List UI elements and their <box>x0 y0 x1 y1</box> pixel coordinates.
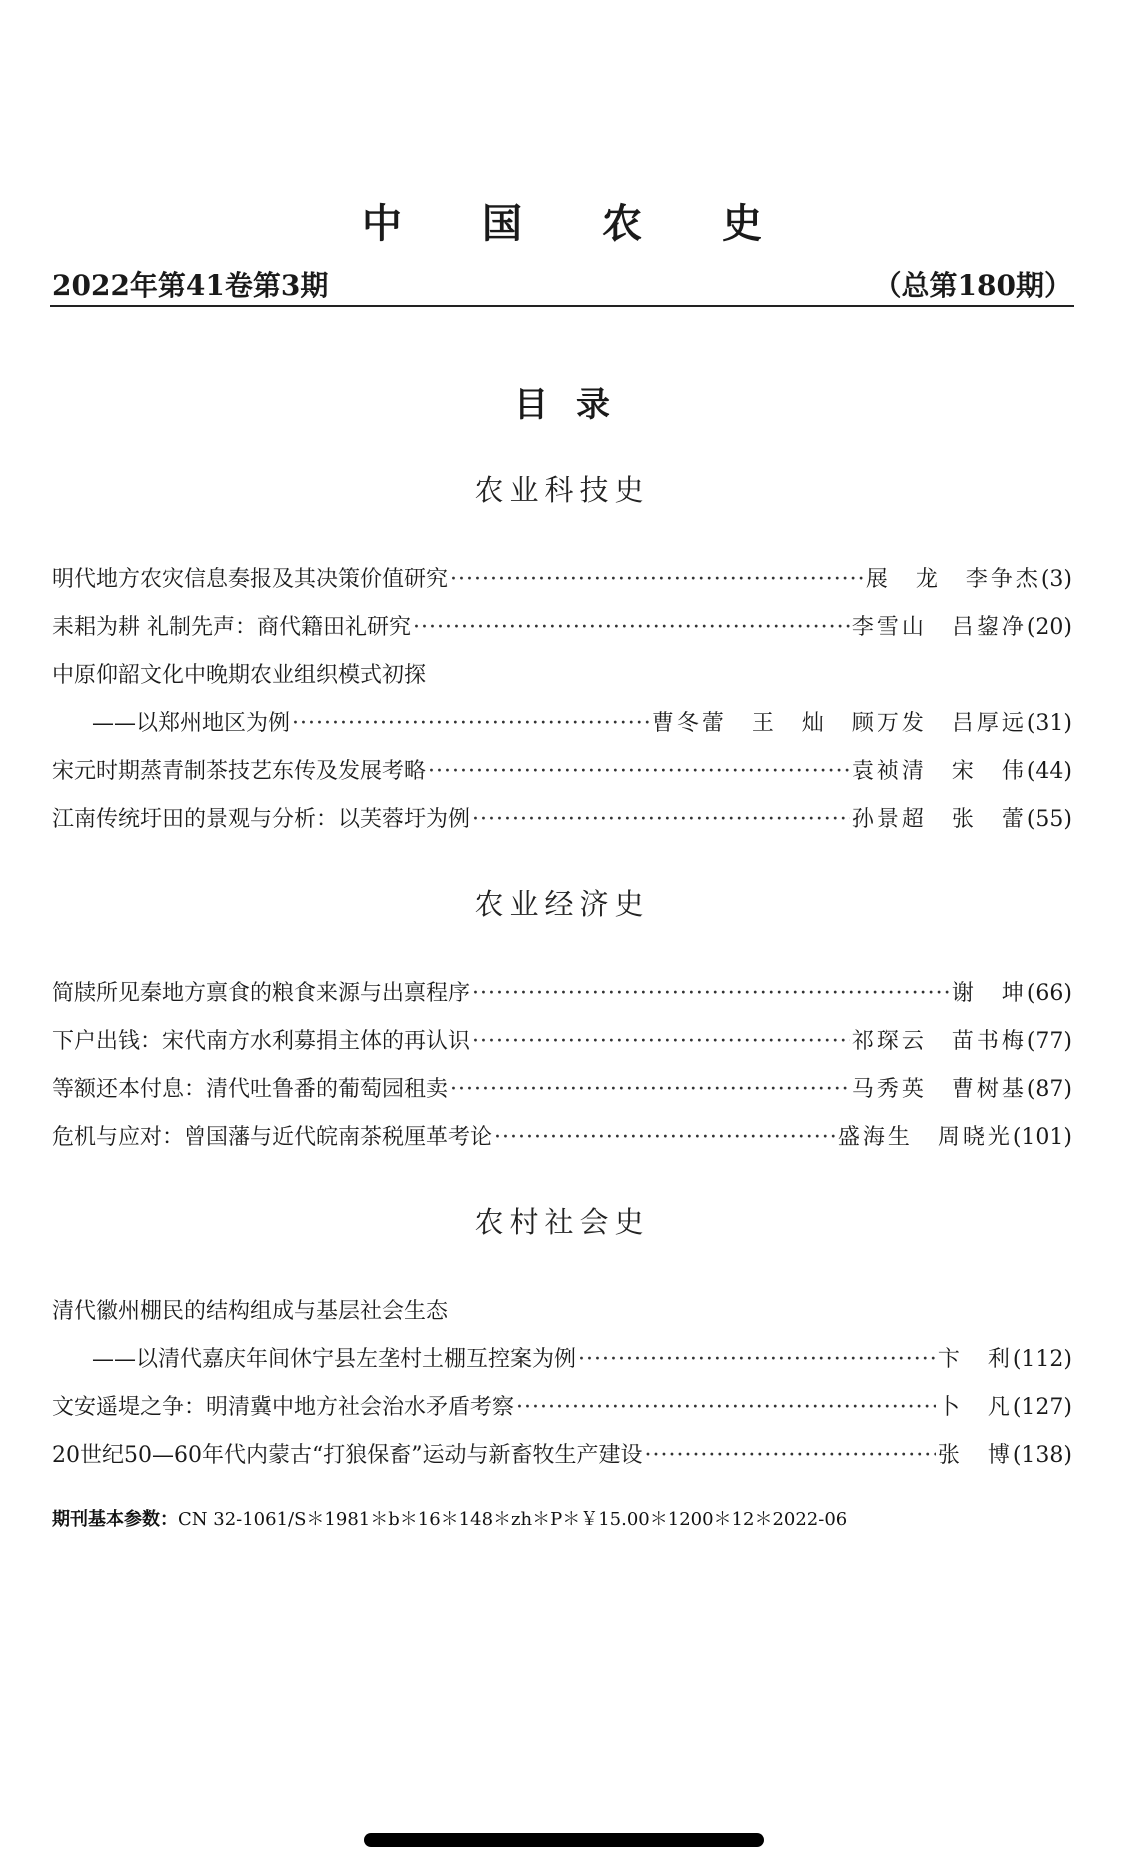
entry-title: 江南传统圩田的景观与分析：以芙蓉圩为例 <box>52 807 471 832</box>
issue-number: 2022年第41卷第3期 <box>52 269 329 302</box>
toc-entry[interactable] <box>52 1390 1072 1426</box>
toc-entry[interactable] <box>92 706 1072 742</box>
entry-authors: 祁琛云 苗书梅 <box>851 1029 1027 1054</box>
toc-entry[interactable] <box>52 802 1072 838</box>
entry-authors: 卞 利 <box>937 1347 1013 1372</box>
toc-entry[interactable] <box>52 1120 1072 1156</box>
entry-page: (127) <box>1012 1395 1072 1420</box>
entry-authors: 展 龙 李争杰 <box>865 567 1041 592</box>
entry-title[interactable]: 中原仰韶文化中晚期农业组织模式初探 <box>52 663 427 688</box>
leader-dots <box>413 615 850 640</box>
entry-title: 宋元时期蒸青制茶技艺东传及发展考略 <box>52 759 427 784</box>
entry-authors: 孙景超 张 蕾 <box>851 807 1027 832</box>
leader-dots <box>428 759 850 784</box>
entry-authors: 袁祯清 宋 伟 <box>851 759 1027 784</box>
leader-dots <box>578 1347 936 1372</box>
entry-title: 下户出钱：宋代南方水利募捐主体的再认识 <box>52 1029 471 1054</box>
issue-line <box>52 262 1072 304</box>
entry-title: 明代地方农灾信息奏报及其决策价值研究 <box>52 567 449 592</box>
entry-page: (55) <box>1026 807 1072 832</box>
leader-dots <box>472 981 950 1006</box>
section-title-rural-society: 农村社会史 <box>474 1205 650 1239</box>
params-value: CN 32-1061/S＊1981＊b＊16＊148＊zh＊P＊￥15.00＊1200＊12＊2022-06 <box>178 1509 848 1530</box>
entry-authors: 谢 坤 <box>951 981 1027 1006</box>
entry-page: (31) <box>1026 711 1072 736</box>
home-indicator[interactable] <box>364 1833 764 1847</box>
entry-title: 简牍所见秦地方禀食的粮食来源与出禀程序 <box>52 981 471 1006</box>
leader-dots <box>494 1125 836 1150</box>
toc-entry[interactable] <box>52 610 1072 646</box>
section-title-agri-tech: 农业科技史 <box>474 473 650 507</box>
toc-entry[interactable] <box>52 1024 1072 1060</box>
entry-authors: 曹冬蕾 王 灿 顾万发 吕厚远 <box>651 711 1027 736</box>
leader-dots <box>450 567 864 592</box>
total-issue-number: （总第180期） <box>873 269 1072 302</box>
entry-authors: 张 博 <box>937 1443 1013 1468</box>
entry-title: 文安遥堤之争：明清冀中地方社会治水矛盾考察 <box>52 1395 515 1420</box>
entry-title: 20世纪50—60年代内蒙古“打狼保畜”运动与新畜牧生产建设 <box>52 1443 643 1468</box>
entry-authors: 卜 凡 <box>937 1395 1013 1420</box>
toc-entry[interactable] <box>52 976 1072 1012</box>
entry-title: 等额还本付息：清代吐鲁番的葡萄园租卖 <box>52 1077 449 1102</box>
entry-title: 危机与应对：曾国藩与近代皖南茶税厘革考论 <box>52 1125 493 1150</box>
leader-dots <box>472 1029 850 1054</box>
entry-authors: 盛海生 周晓光 <box>837 1125 1013 1150</box>
journal-title: 中国农史 <box>362 201 842 247</box>
toc-entry[interactable] <box>52 754 1072 790</box>
entry-page: (138) <box>1012 1443 1072 1468</box>
entry-page: (20) <box>1026 615 1072 640</box>
leader-dots <box>450 1077 850 1102</box>
entry-page: (101) <box>1012 1125 1072 1150</box>
params-label: 期刊基本参数： <box>52 1509 178 1530</box>
entry-page: (44) <box>1026 759 1072 784</box>
journal-parameters <box>52 1505 847 1531</box>
entry-page: (112) <box>1012 1347 1072 1372</box>
entry-page: (87) <box>1026 1077 1072 1102</box>
toc-entry[interactable] <box>52 1072 1072 1108</box>
entry-title: 耒耜为耕 礼制先声：商代籍田礼研究 <box>52 615 411 640</box>
toc-heading: 目录 <box>514 385 638 425</box>
toc-entry[interactable] <box>92 1342 1072 1378</box>
leader-dots <box>644 1443 935 1468</box>
leader-dots <box>516 1395 936 1420</box>
entry-title[interactable]: 清代徽州棚民的结构组成与基层社会生态 <box>52 1299 449 1324</box>
entry-subtitle: ——以清代嘉庆年间休宁县左垄村土棚互控案为例 <box>92 1347 577 1372</box>
entry-subtitle: ——以郑州地区为例 <box>92 711 291 736</box>
entry-page: (77) <box>1026 1029 1072 1054</box>
leader-dots <box>472 807 850 832</box>
leader-dots <box>292 711 650 736</box>
entry-authors: 李雪山 吕鋆净 <box>851 615 1027 640</box>
section-title-agri-econ: 农业经济史 <box>474 887 650 921</box>
toc-entry[interactable] <box>52 1438 1072 1474</box>
entry-page: (3) <box>1040 567 1072 592</box>
header-rule <box>50 305 1074 307</box>
entry-authors: 马秀英 曹树基 <box>851 1077 1027 1102</box>
toc-entry[interactable] <box>52 562 1072 598</box>
entry-page: (66) <box>1026 981 1072 1006</box>
